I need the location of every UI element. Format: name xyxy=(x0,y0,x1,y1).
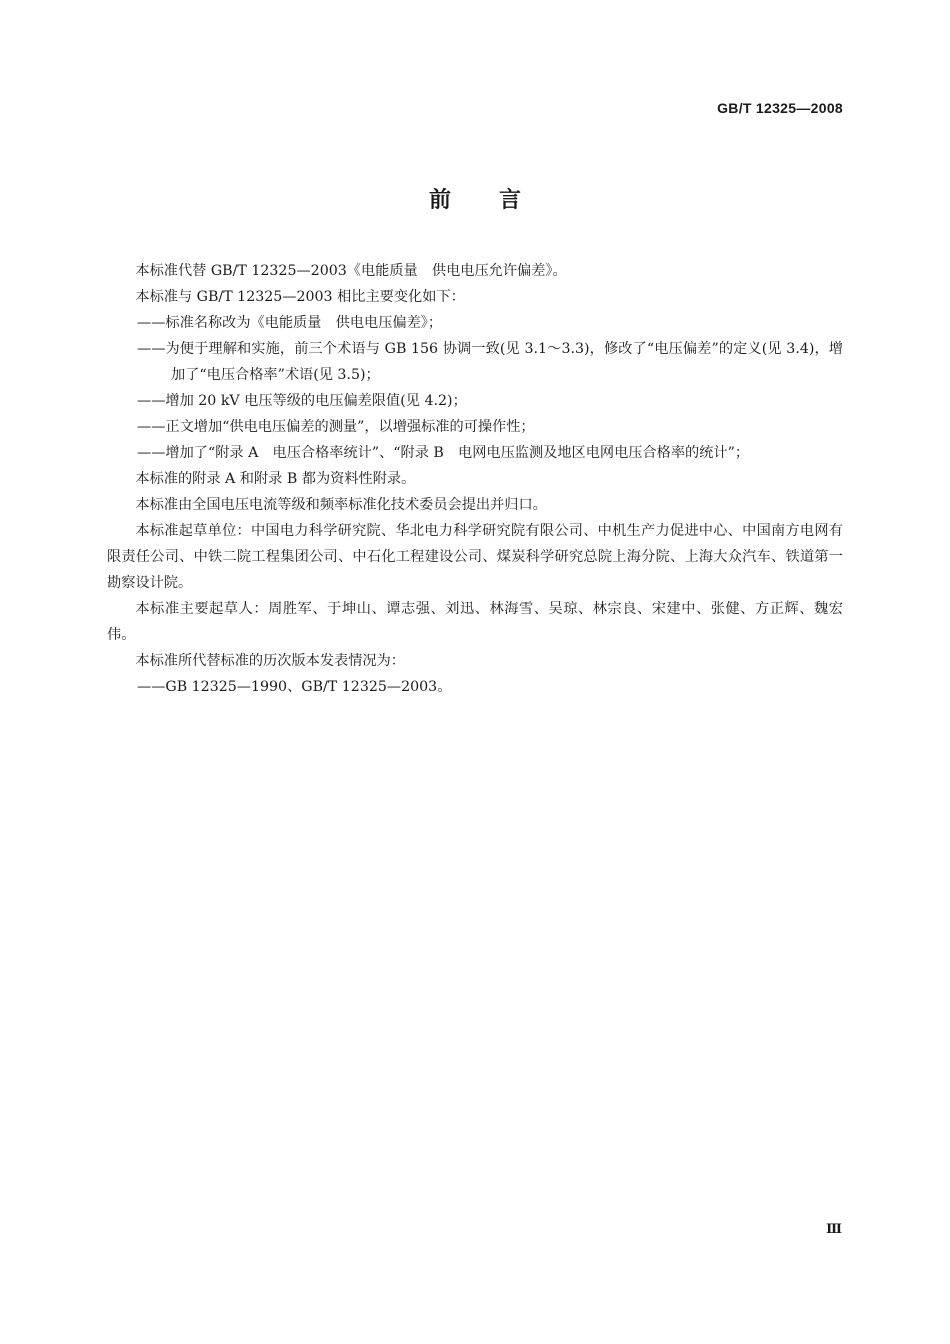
change-item-measurement: ——正文增加“供电电压偏差的测量”，以增强标准的可操作性； xyxy=(137,419,535,435)
history-item: ——GB 12325—1990、GB/T 12325—2003。 xyxy=(137,679,452,695)
paragraph-annex-note: 本标准的附录 A 和附录 B 都为资料性附录。 xyxy=(135,471,416,487)
paragraph-changes-intro: 本标准与 GB/T 12325—2003 相比主要变化如下： xyxy=(135,289,465,305)
page-title: 前言 xyxy=(428,188,569,213)
paragraph-replaces: 本标准代替 GB/T 12325—2003《电能质量 供电电压允许偏差》。 xyxy=(135,263,567,279)
change-item-20kv: ——增加 20 kV 电压等级的电压偏差限值(见 4.2)； xyxy=(137,393,467,409)
paragraph-proposer: 本标准由全国电压电流等级和频率标准化技术委员会提出并归口。 xyxy=(135,497,547,513)
page-number: Ⅲ xyxy=(826,1222,842,1237)
paragraph-history-intro: 本标准所代替标准的历次版本发表情况为： xyxy=(135,653,405,669)
standard-code: GB/T 12325—2008 xyxy=(717,100,843,116)
change-item-name: ——标准名称改为《电能质量 供电电压偏差》； xyxy=(137,315,443,331)
paragraph-drafters: 本标准主要起草人：周胜军、于坤山、谭志强、刘迅、林海雪、吴琼、林宗良、宋建中、张健、方正辉、魏宏伟。 xyxy=(107,601,843,643)
document-body xyxy=(107,258,843,700)
change-item-annexes: ——增加了“附录 A 电压合格率统计”、“附录 B 电网电压监测及地区电网电压合格率的统计”； xyxy=(137,445,750,461)
paragraph-drafting-units: 本标准起草单位：中国电力科学研究院、华北电力科学研究院有限公司、中机生产力促进中心、中国南方电网有限责任公司、中铁二院工程集团公司、中石化工程建设公司、煤炭科学研究总院上海分院、上海大众汽车、铁道第一勘察设计院。 xyxy=(107,523,843,591)
change-item-terms: ——为便于理解和实施，前三个术语与 GB 156 协调一致(见 3.1～3.3)，修改了“电压偏差”的定义(见 3.4)，增加了“电压合格率”术语(见 3.5)； xyxy=(137,341,843,383)
